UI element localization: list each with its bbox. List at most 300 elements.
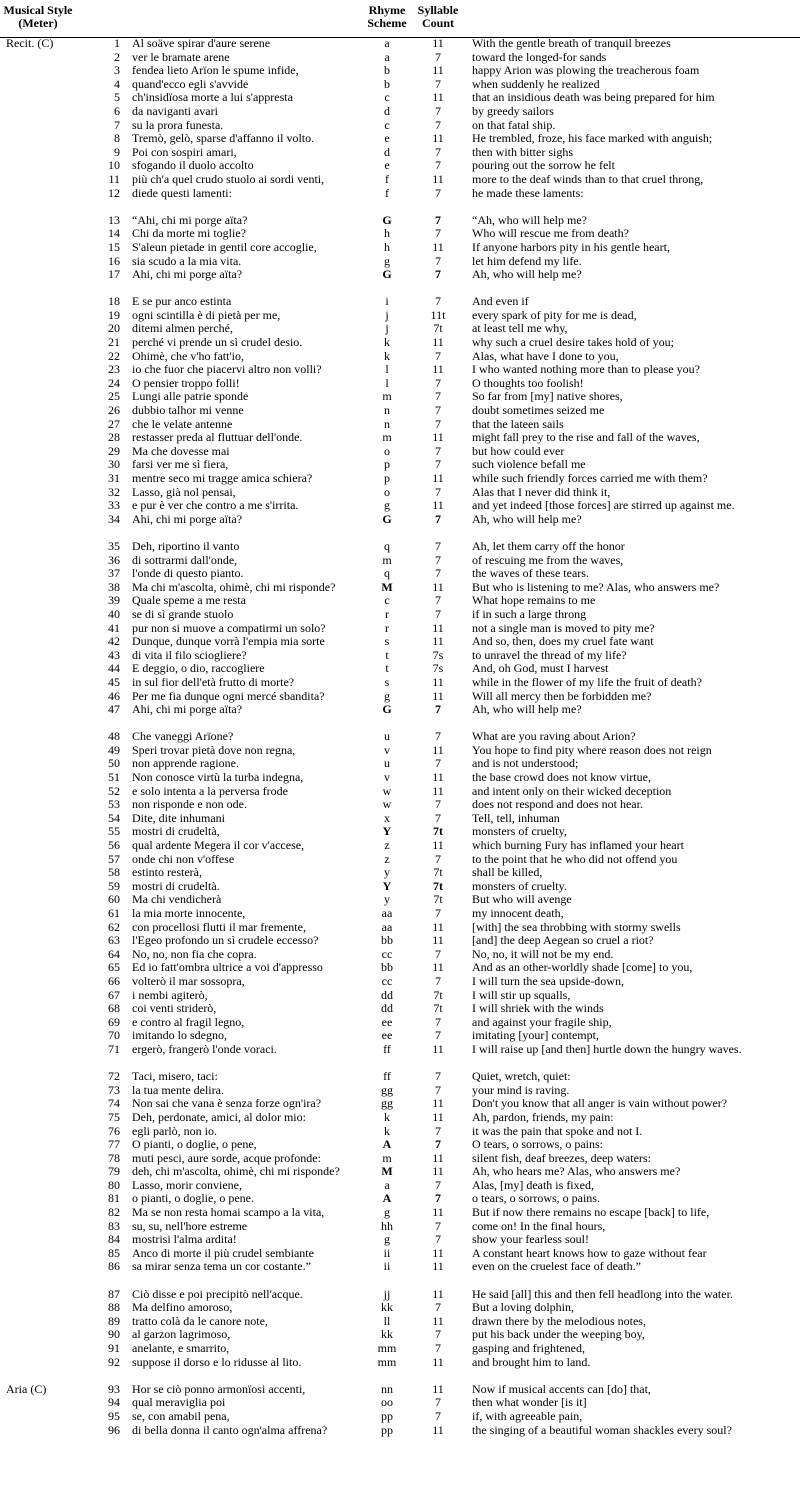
english-translation: by greedy sailors <box>472 104 554 118</box>
line-number: 46 <box>108 688 120 703</box>
english-translation: if in such a large throng <box>472 607 587 621</box>
table-row <box>0 825 800 839</box>
line-number: 79 <box>108 1164 120 1179</box>
italian-text: in sul fior dell'età frutto di morte? <box>132 675 295 689</box>
line-number: 36 <box>108 552 120 567</box>
syllable-count-cell: 11 <box>432 620 444 635</box>
table-row <box>0 486 800 500</box>
english-translation: at least tell me why, <box>472 322 568 336</box>
table-row <box>0 1111 800 1125</box>
table-row <box>0 418 800 432</box>
table-row <box>0 132 800 146</box>
table-row <box>0 1152 800 1166</box>
rhyme-scheme-cell: A <box>382 1191 392 1206</box>
line-number: 94 <box>108 1395 120 1410</box>
italian-text: qual ardente Megera il cor v'accese, <box>132 839 305 853</box>
italian-text: Ma chi vendicherà <box>132 893 222 907</box>
italian-text: “Ahi, chi mi porge aïta? <box>132 213 248 227</box>
english-translation: Alas, [my] death is fixed, <box>472 1178 594 1192</box>
rhyme-scheme-cell: d <box>384 103 390 118</box>
rhyme-scheme-cell: mm <box>377 1354 397 1369</box>
italian-text: Non sai che vana è senza forze ogn'ira? <box>132 1097 322 1111</box>
english-translation: and brought him to land. <box>472 1355 591 1369</box>
italian-text: l'Egeo profondo un sì crudele eccesso? <box>132 934 319 948</box>
rhyme-scheme-cell: r <box>385 620 389 635</box>
italian-text: fendea lieto Arïon le spume infide, <box>132 64 299 78</box>
line-number: 77 <box>108 1137 120 1152</box>
rhyme-scheme-cell: h <box>384 226 390 241</box>
table-row <box>0 255 800 269</box>
italian-text: Non conosce virtù la turba indegna, <box>132 771 304 785</box>
english-translation: If anyone harbors pity in his gentle heart, <box>472 240 670 254</box>
syllable-count-cell: 7 <box>435 1218 441 1233</box>
rhyme-scheme-cell: g <box>384 1232 390 1247</box>
table-row <box>0 1356 800 1370</box>
italian-text: suppose il dorso e lo ridusse al lito. <box>132 1355 302 1369</box>
syllable-count-cell: 7 <box>435 76 441 91</box>
line-number: 26 <box>108 403 120 418</box>
header-syllable-line2: Count <box>421 16 454 30</box>
english-translation: doubt sometimes seized me <box>472 404 605 418</box>
italian-text: Ohimè, che v'ho fatt'io, <box>132 349 244 363</box>
italian-text: No, no, non fia che copra. <box>132 947 257 961</box>
italian-text: Ahi, chi mi porge aïta? <box>132 268 243 282</box>
english-translation: and yet indeed [those forces] are stirred up against me. <box>472 499 735 513</box>
italian-text: Deh, perdonate, amici, al dolor mio: <box>132 1110 306 1124</box>
table-row <box>0 662 800 676</box>
rhyme-scheme-cell: p <box>384 471 390 485</box>
header-rhyme-scheme <box>354 4 420 30</box>
table-row <box>0 1301 800 1315</box>
line-number: 96 <box>108 1422 120 1437</box>
syllable-count-cell: 7 <box>435 403 441 418</box>
english-translation: O thoughts too foolish! <box>472 376 584 390</box>
line-number: 45 <box>108 674 120 689</box>
rhyme-scheme-cell: k <box>384 1123 390 1138</box>
english-translation: Ah, who will help me? <box>472 512 582 526</box>
table-row <box>0 431 800 445</box>
italian-text: muti pesci, aure sorde, acque profonde: <box>132 1151 321 1165</box>
line-number: 27 <box>108 416 120 431</box>
italian-text: e contro al fragil legno, <box>132 1015 245 1029</box>
rhyme-scheme-cell: dd <box>381 987 393 1002</box>
line-number: 13 <box>108 212 120 227</box>
syllable-count-cell: 7 <box>435 511 441 526</box>
line-number: 65 <box>108 960 120 975</box>
syllable-count-cell: 7 <box>435 226 441 241</box>
english-translation: imitating [your] contempt, <box>472 1029 599 1043</box>
table-row <box>0 1220 800 1234</box>
rhyme-scheme-cell: z <box>384 851 390 866</box>
rhyme-scheme-cell: kk <box>381 1327 393 1342</box>
table-row <box>0 622 800 636</box>
table-row <box>0 377 800 391</box>
rhyme-scheme-cell: s <box>384 634 390 649</box>
syllable-count-cell: 7 <box>435 702 441 717</box>
english-translation: pouring out the sorrow he felt <box>472 159 615 173</box>
italian-text: Che vaneggi Arïone? <box>132 730 234 744</box>
line-number: 76 <box>108 1123 120 1138</box>
rhyme-scheme-cell: m <box>382 552 392 567</box>
italian-text: l'onde di questo pianto. <box>132 567 244 581</box>
italian-text: mostri di crudeltà. <box>132 879 220 893</box>
line-number: 91 <box>108 1341 120 1355</box>
english-translation: He trembled, froze, his face marked with anguish; <box>472 132 713 146</box>
table-row <box>0 757 800 771</box>
italian-text: di sottrarmi dall'onde, <box>132 553 238 567</box>
line-number: 20 <box>108 321 120 336</box>
syllable-count-cell: 7s <box>432 661 444 676</box>
english-translation: No, no, it will not be my end. <box>472 947 614 961</box>
english-translation: he made these laments: <box>472 186 584 200</box>
rhyme-scheme-cell: y <box>384 865 390 880</box>
italian-text: Al soäve spirar d'aure serene <box>132 37 271 50</box>
english-translation: But who will avenge <box>472 893 572 907</box>
english-translation: which burning Fury has inflamed your heart <box>472 839 684 853</box>
english-translation: while such friendly forces carried me with them? <box>472 472 708 485</box>
english-translation: when suddenly he realized <box>472 77 600 91</box>
header-style-line2: (Meter) <box>18 16 58 30</box>
english-translation: What are you raving about Arion? <box>472 730 636 744</box>
table-row <box>0 1233 800 1247</box>
english-translation: the waves of these tears. <box>472 567 589 581</box>
table-row <box>0 690 800 704</box>
syllable-count-cell: 11 <box>432 770 444 785</box>
syllable-count-cell: 11 <box>432 1041 444 1056</box>
italian-text: su la prora funesta. <box>132 118 224 132</box>
rhyme-scheme-cell: m <box>382 389 392 404</box>
table-row <box>0 295 800 309</box>
table-row <box>0 934 800 948</box>
syllable-count-cell: 11t <box>430 307 446 322</box>
italian-text: e pur è ver che contro a me s'irrita. <box>132 499 299 513</box>
line-number: 25 <box>108 389 120 404</box>
line-number: 64 <box>108 946 120 961</box>
table-row <box>0 146 800 160</box>
line-number: 18 <box>108 294 120 309</box>
english-translation: And as an other-worldly shade [come] to you, <box>472 961 693 975</box>
english-translation: But if now there remains no escape [back] to life, <box>472 1206 710 1220</box>
italian-text: Taci, misero, taci: <box>132 1070 218 1084</box>
line-number: 35 <box>108 538 120 553</box>
italian-text: volterò il mar sossopra, <box>132 974 245 988</box>
line-number: 40 <box>108 606 120 621</box>
italian-text: se di sì grande stuolo <box>132 607 234 621</box>
table-row <box>0 581 800 595</box>
english-translation: shall be killed, <box>472 866 543 880</box>
italian-text: Per me fia dunque ogni mercé sbandita? <box>132 689 325 703</box>
rhyme-scheme-cell: h <box>384 239 390 254</box>
english-translation: drawn there by the melodious notes, <box>472 1314 646 1328</box>
syllable-count-cell: 11 <box>432 1286 444 1301</box>
syllable-count-cell: 11 <box>432 498 444 513</box>
syllable-count-cell: 7 <box>435 457 441 472</box>
rhyme-scheme-cell: cc <box>381 973 393 988</box>
table-row <box>0 1125 800 1139</box>
english-translation: He said [all] this and then fell headlong into the water. <box>472 1287 733 1301</box>
italian-text: ergerò, frangerò l'onde voraci. <box>132 1042 277 1056</box>
syllable-count-cell: 11 <box>432 1245 444 1260</box>
table-row <box>0 676 800 690</box>
english-translation: O tears, o sorrows, o pains: <box>472 1138 603 1152</box>
english-translation: put his back under the weeping boy, <box>472 1328 645 1342</box>
table-row <box>0 703 800 717</box>
line-number: 5 <box>114 90 120 105</box>
english-translation: the base crowd does not know virtue, <box>472 771 651 785</box>
table-row <box>0 1179 800 1193</box>
english-translation: of rescuing me from the waves, <box>472 553 624 567</box>
english-translation: and intent only on their wicked deception <box>472 784 672 798</box>
syllable-count-cell: 11 <box>432 1354 444 1369</box>
rhyme-scheme-cell: A <box>382 1137 392 1152</box>
rhyme-scheme-cell: b <box>384 76 390 91</box>
italian-text: perché vi prende un sì crudel desio. <box>132 336 303 350</box>
italian-text: non risponde e non ode. <box>132 798 247 812</box>
english-translation: Ah, let them carry off the honor <box>472 539 625 553</box>
rhyme-scheme-cell: aa <box>381 906 393 920</box>
rhyme-scheme-cell: g <box>384 253 390 268</box>
line-number: 68 <box>108 1001 120 1016</box>
table-row <box>0 594 800 608</box>
table-row <box>0 921 800 935</box>
italian-text: onde chi non v'offese <box>132 852 235 866</box>
rhyme-scheme-cell: M <box>381 579 393 594</box>
italian-text: la mia morte innocente, <box>132 907 246 920</box>
line-number: 93 <box>108 1381 120 1396</box>
english-translation: that the lateen sails <box>472 417 564 431</box>
table-row <box>0 1247 800 1261</box>
english-translation: I who wanted nothing more than to please you? <box>472 363 700 377</box>
line-number: 21 <box>108 335 120 350</box>
rhyme-scheme-cell: m <box>382 1150 392 1165</box>
syllable-count-cell: 7t <box>433 1001 443 1016</box>
table-row <box>0 458 800 472</box>
english-translation: Alas that I never did think it, <box>472 485 611 499</box>
rhyme-scheme-cell: w <box>382 783 392 798</box>
table-row <box>0 159 800 173</box>
rhyme-scheme-cell: f <box>385 185 389 200</box>
table-row <box>0 187 800 201</box>
line-number: 41 <box>108 620 120 635</box>
rhyme-scheme-cell: M <box>381 1164 393 1179</box>
line-number: 7 <box>114 117 120 132</box>
syllable-count-cell: 7t <box>433 892 443 907</box>
line-number: 34 <box>108 511 120 526</box>
rhyme-scheme-cell: G <box>382 511 392 526</box>
rhyme-scheme-cell: nn <box>381 1381 393 1396</box>
english-translation: why such a cruel desire takes hold of you; <box>472 336 674 350</box>
italian-text: deh, chi m'ascolta, ohimè, chi mi risponde? <box>132 1165 340 1179</box>
italian-text: che le velate antenne <box>132 417 233 431</box>
rhyme-scheme-cell: pp <box>381 1422 393 1437</box>
italian-text: Ma se non resta homai scampo a la vita, <box>132 1206 325 1220</box>
syllable-count-cell: 7 <box>435 144 441 159</box>
line-number: 86 <box>108 1259 120 1274</box>
rhyme-scheme-cell: f <box>385 171 389 186</box>
rhyme-scheme-cell: i <box>385 294 389 309</box>
rhyme-scheme-cell: hh <box>381 1218 393 1233</box>
line-number: 95 <box>108 1408 120 1423</box>
line-number: 63 <box>108 933 120 948</box>
syllable-count-cell: 11 <box>432 1150 444 1165</box>
italian-text: mostri di crudeltà, <box>132 825 220 839</box>
english-translation: then what wonder [is it] <box>472 1396 587 1410</box>
line-number: 6 <box>114 103 120 118</box>
table-row <box>0 635 800 649</box>
italian-text: Speri trovar pietà dove non regna, <box>132 743 296 757</box>
line-number: 28 <box>108 430 120 445</box>
line-number: 31 <box>108 471 120 485</box>
english-translation: [with] the sea throbbing with stormy swells <box>472 920 681 934</box>
rhyme-scheme-cell: j <box>385 321 389 336</box>
italian-text: Dunque, dunque vorrà l'empia mia sorte <box>132 635 325 649</box>
line-number: 59 <box>108 878 120 893</box>
syllable-count-cell: 7 <box>435 117 441 132</box>
table-row <box>0 1138 800 1152</box>
english-translation: And even if <box>472 295 529 309</box>
english-translation: come on! In the final hours, <box>472 1219 606 1233</box>
syllable-count-cell: 7t <box>433 878 443 893</box>
syllable-count-cell: 11 <box>432 1164 444 1179</box>
syllable-count-cell: 11 <box>432 1422 444 1437</box>
rhyme-scheme-cell: a <box>384 1177 390 1192</box>
english-translation: What hope remains to me <box>472 594 596 608</box>
italian-text: o pianti, o doglie, o pene. <box>132 1192 254 1206</box>
syllable-count-cell: 7 <box>435 375 441 390</box>
table-row <box>0 1342 800 1356</box>
syllable-count-cell: 11 <box>432 838 444 853</box>
syllable-count-cell: 7 <box>435 103 441 118</box>
syllable-count-cell: 7 <box>435 267 441 282</box>
syllable-count-cell: 7 <box>435 538 441 553</box>
english-translation: more to the deaf winds than to that cruel throng, <box>472 172 704 186</box>
rhyme-scheme-cell: o <box>384 484 390 499</box>
rhyme-scheme-cell: w <box>382 797 392 812</box>
syllable-count-cell: 11 <box>432 919 444 934</box>
rhyme-scheme-cell: g <box>384 1205 390 1220</box>
rhyme-scheme-cell: G <box>382 267 392 282</box>
table-row <box>0 1043 800 1057</box>
line-number: 62 <box>108 919 120 934</box>
rhyme-scheme-cell: kk <box>381 1300 393 1315</box>
table-row <box>0 948 800 962</box>
english-translation: happy Arion was plowing the treacherous foam <box>472 64 700 78</box>
line-number: 17 <box>108 267 120 282</box>
table-row <box>0 554 800 568</box>
table-row <box>0 322 800 336</box>
table-row <box>0 214 800 228</box>
italian-text: al garzon lagrimoso, <box>132 1328 231 1342</box>
table-row <box>0 472 800 486</box>
english-translation: [and] the deep Aegean so cruel a riot? <box>472 934 654 948</box>
english-translation: Ah, who will help me? <box>472 268 582 282</box>
rhyme-scheme-cell: Y <box>382 878 392 893</box>
english-translation: Ah, pardon, friends, my pain: <box>472 1110 614 1124</box>
line-number: 88 <box>108 1300 120 1315</box>
header-syllable-line1: Syllable <box>417 3 459 17</box>
english-translation: such violence befall me <box>472 458 586 472</box>
rhyme-scheme-cell: r <box>385 606 389 621</box>
line-number: 12 <box>108 185 120 200</box>
line-number: 87 <box>108 1286 120 1301</box>
english-translation: Will all mercy then be forbidden me? <box>472 689 652 703</box>
italian-text: dubbio talhor mi venne <box>132 404 244 418</box>
english-translation: Ah, who will help me? <box>472 703 582 717</box>
table-row <box>0 1070 800 1084</box>
italian-text: Ahi, chi mi porge aïta? <box>132 703 243 717</box>
table-row <box>0 989 800 1003</box>
line-number: 49 <box>108 742 120 757</box>
line-number: 9 <box>114 144 120 159</box>
english-translation: show your fearless soul! <box>472 1233 589 1247</box>
line-number: 50 <box>108 756 120 771</box>
rhyme-scheme-cell: mm <box>377 1341 397 1355</box>
italian-text: S'aleun pietade in gentil core accoglie, <box>132 240 317 254</box>
line-number: 22 <box>108 348 120 363</box>
syllable-count-cell: 11 <box>432 171 444 186</box>
syllable-count-cell: 7 <box>435 443 441 458</box>
table-row <box>0 363 800 377</box>
rhyme-scheme-cell: u <box>384 756 390 771</box>
english-translation: it was the pain that spoke and not I. <box>472 1124 643 1138</box>
syllable-count-cell: 7t <box>433 865 443 880</box>
italian-text: O pensier troppo folli! <box>132 376 240 390</box>
italian-text: e solo intenta a la perversa frode <box>132 784 288 798</box>
header-musical-style <box>0 4 76 30</box>
table-row <box>0 64 800 78</box>
table-row <box>0 78 800 92</box>
table-row <box>0 744 800 758</box>
table-row <box>0 730 800 744</box>
syllable-count-cell: 7 <box>435 212 441 227</box>
italian-text: sia scudo a la mia vita. <box>132 254 242 268</box>
rhyme-scheme-cell: j <box>385 307 389 322</box>
musical-style-cell: Aria (C) <box>6 1381 47 1396</box>
english-translation: does not respond and does not hear. <box>472 798 643 812</box>
english-translation: while in the flower of my life the fruit of death? <box>472 675 702 689</box>
syllable-count-cell: 7 <box>435 484 441 499</box>
line-number: 80 <box>108 1177 120 1192</box>
italian-text: pur non si muove a compatirmi un solo? <box>132 621 326 635</box>
italian-text: con procellosi flutti il mar fremente, <box>132 920 306 934</box>
english-translation: every spark of pity for me is dead, <box>472 308 637 322</box>
syllable-count-cell: 7 <box>435 797 441 812</box>
english-translation: I will turn the sea upside-down, <box>472 974 624 988</box>
table-row <box>0 268 800 282</box>
line-number: 89 <box>108 1313 120 1328</box>
italian-text: farsi ver me sì fiera, <box>132 458 229 472</box>
rhyme-scheme-cell: ee <box>381 1028 393 1043</box>
line-number: 32 <box>108 484 120 499</box>
line-number: 81 <box>108 1191 120 1206</box>
table-row <box>0 1315 800 1329</box>
line-number: 75 <box>108 1109 120 1124</box>
syllable-count-cell: 11 <box>432 90 444 105</box>
syllable-count-cell: 7 <box>435 756 441 771</box>
syllable-count-cell: 11 <box>432 1096 444 1111</box>
syllable-count-cell: 11 <box>432 471 444 485</box>
syllable-count-cell: 7 <box>435 1395 441 1410</box>
english-translation: my innocent death, <box>472 907 564 920</box>
rhyme-scheme-cell: c <box>384 593 390 608</box>
syllable-count-cell: 7 <box>435 1191 441 1206</box>
rhyme-scheme-cell: gg <box>381 1082 393 1097</box>
english-translation: But a loving dolphin, <box>472 1301 574 1315</box>
line-number: 30 <box>108 457 120 472</box>
table-row <box>0 1260 800 1274</box>
rhyme-scheme-cell: ii <box>383 1245 391 1260</box>
table-row <box>0 390 800 404</box>
